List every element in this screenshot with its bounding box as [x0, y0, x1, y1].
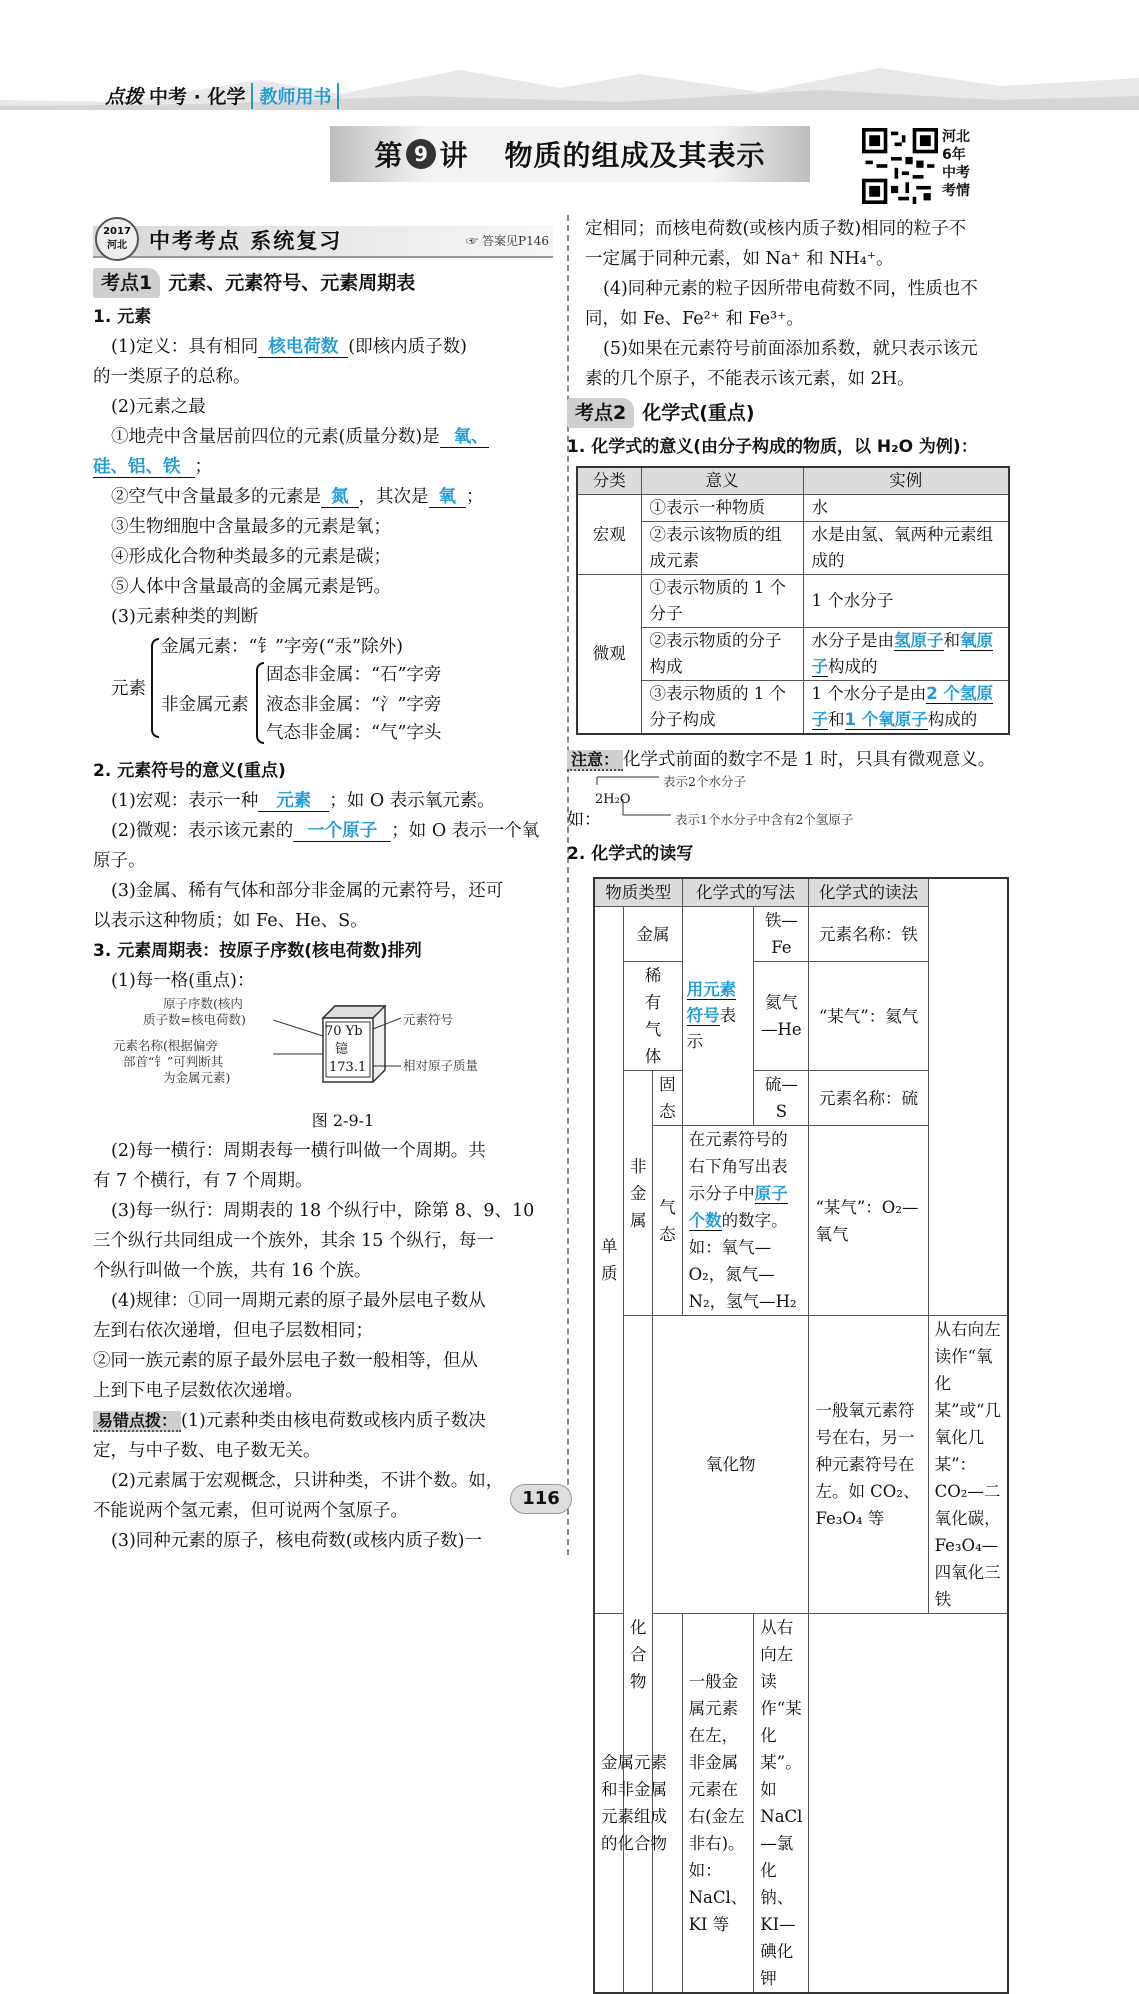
tree-solid: 固态非金属：“石”字旁	[266, 665, 442, 685]
answer-blank: 氢原子	[894, 631, 944, 650]
text: (2)微观：表示该元素的	[111, 821, 294, 841]
table-cell: 化合物	[624, 1316, 653, 1994]
error-tip-tag: 易错点拨：	[93, 1411, 181, 1432]
text: 化学式前面的数字不是 1 时，只具有微观意义。	[623, 750, 996, 770]
note-label: 表示2个水分子	[663, 774, 746, 789]
text: (1)元素种类由核电荷数或核内质子数决	[181, 1411, 486, 1431]
periodic-cell-figure	[113, 996, 553, 1106]
fig-label: 元素名称(根据偏旁	[113, 1038, 218, 1053]
table-row	[577, 628, 1009, 681]
chapter-number: 9	[406, 139, 436, 169]
text-line: (1)每一格(重点)：	[111, 971, 255, 991]
table-row	[594, 1316, 1008, 1614]
answer-blank: 氧	[429, 487, 467, 508]
fig-label: 相对原子质量	[403, 1058, 479, 1073]
text-line	[93, 482, 553, 512]
table-row	[594, 1126, 1008, 1316]
text-line: 不能说两个氢元素，但可说两个氢原子。	[93, 1501, 408, 1521]
text-line: ④形成化合物种类最多的元素是碳；	[111, 547, 391, 567]
table-cell: ①表示物质的 1 个分子	[641, 575, 803, 628]
text-line: 同，如 Fe、Fe²⁺ 和 Fe³⁺。	[585, 309, 804, 329]
text-line: 的一类原子的总称。	[93, 367, 251, 387]
text-line: 左到右依次递增，但电子层数相同；	[93, 1321, 373, 1341]
header-brand	[105, 82, 339, 109]
text-line: (2)元素属于宏观概念，只讲种类，不讲个数。如，	[111, 1471, 504, 1491]
note-arrows	[593, 775, 673, 835]
text: 表示	[686, 1006, 737, 1051]
answer-reference: ☞ 答案见P146	[466, 234, 549, 248]
answer-blank: 核电荷数	[258, 337, 348, 358]
text-line: 定相同；而核电荷数(或核内质子数)相同的粒子不	[585, 219, 967, 239]
chapter-title	[330, 126, 810, 182]
text-line: 素的几个原子，不能表示该元素，如 2H。	[585, 369, 915, 389]
answer-blank: 一个原子	[293, 821, 391, 842]
text: ①地壳中含量居前四位的元素(质量分数)是	[111, 427, 440, 447]
text-line: (3)金属、稀有气体和部分非金属的元素符号，还可	[111, 881, 504, 901]
fig-label: 元素符号	[403, 1012, 454, 1027]
table-cell: 从右向左读作“氧化某”或“几氧化几某”：CO₂—二氧化碳，Fe₃O₄—四氧化三铁	[928, 1316, 1008, 1614]
tree-nonmetal: 非金属元素	[161, 695, 249, 715]
text-line: ⑤人体中含量最高的金属元素是钙。	[111, 577, 391, 597]
table-cell: 硫—S	[754, 1071, 809, 1126]
table-cell	[803, 681, 1009, 735]
text-line: 有 7 个横行，有 7 个周期。	[93, 1171, 313, 1191]
text-line	[93, 422, 553, 452]
text-line: (3)同种元素的原子，核电荷数(或核内质子数)一	[111, 1531, 482, 1551]
qr-code-icon[interactable]	[862, 128, 938, 204]
table-cell: 微观	[577, 575, 641, 735]
fig-label: 部首“钅”可判断其	[123, 1054, 224, 1069]
figure-caption: 图 2-9-1	[311, 1111, 375, 1130]
subheading: 1. 元素	[93, 307, 152, 327]
title-post: 讲	[439, 139, 469, 172]
tree-liquid: 液态非金属：“氵”字旁	[266, 695, 442, 715]
text: ，其次是	[358, 487, 429, 507]
text-line: (3)每一纵行：周期表的 18 个纵行中，除第 8、9、10	[111, 1201, 535, 1221]
table-header: 化学式的写法	[682, 878, 809, 907]
section-header	[93, 226, 553, 258]
element-classification-tree	[111, 632, 553, 748]
text-line: 原子。	[93, 851, 146, 871]
text: 水分子是由	[811, 631, 894, 650]
table-cell: “某气”：氦气	[809, 962, 928, 1071]
text-line	[93, 452, 553, 482]
formula-meaning-table	[576, 466, 1010, 735]
table-cell: 一般氧元素符号在右，另一种元素符号在左。如 CO₂、Fe₃O₄ 等	[809, 1316, 928, 1614]
text-line: (5)如果在元素符号前面添加系数，就只表示该元	[603, 339, 978, 359]
text-line: 以表示这种物质；如 Fe、He、S。	[93, 911, 368, 931]
year-badge	[95, 217, 139, 261]
text-line: (4)同种元素的粒子因所带电荷数不同，性质也不	[603, 279, 978, 299]
answer-blank: 氮	[321, 487, 359, 508]
subheading: 2. 元素符号的意义(重点)	[93, 761, 286, 781]
fig-label: 质子数=核电荷数)	[143, 1012, 246, 1027]
answer-blank: 原子个数	[688, 1184, 788, 1230]
text: ②空气中含量最多的元素是	[111, 487, 321, 507]
text-line	[93, 816, 553, 846]
answer-blank: 硅、铝、铁	[93, 457, 195, 478]
note-example	[567, 775, 1053, 839]
table-header: 分类	[577, 467, 641, 495]
table-row	[577, 575, 1009, 628]
table-row	[577, 522, 1009, 575]
table-cell: 铁—Fe	[754, 907, 809, 962]
section-title: 中考考点 系统复习	[149, 229, 343, 253]
table-cell: 氦气—He	[754, 962, 809, 1071]
kaodian-title: 化学式(重点)	[642, 402, 755, 424]
table-cell: 气态	[653, 1126, 683, 1316]
table-row	[594, 907, 1008, 962]
table-header: 物质类型	[594, 878, 682, 907]
table-cell: 金属	[624, 907, 682, 962]
table-row	[594, 962, 1008, 1071]
table-cell: 元素名称：硫	[809, 1071, 928, 1126]
table-cell: 单质	[594, 907, 624, 1614]
answer-blank: 号	[703, 1006, 720, 1025]
text-line	[93, 786, 553, 816]
table-cell	[682, 907, 754, 1126]
tree-root: 元素	[111, 679, 146, 699]
table-cell: 金属元素和非金属元素组成的化合物	[594, 1614, 682, 1994]
text: 构成的	[828, 657, 878, 676]
tree-gas: 气态非金属：“气”字头	[266, 723, 442, 743]
text: (1)定义：具有相同	[111, 337, 259, 357]
text-line	[93, 1406, 553, 1436]
subheading: 2. 化学式的读写	[567, 844, 694, 864]
table-cell: 水	[803, 495, 1009, 522]
table-header-row	[594, 878, 1008, 907]
formula-read-write-table	[593, 877, 1009, 1994]
definition-line	[93, 332, 553, 362]
note-label: 表示1个水分子中含有2个氢原子	[675, 812, 854, 827]
text-line: 定，与中子数、电子数无关。	[93, 1441, 321, 1461]
table-cell: 固态	[653, 1071, 683, 1126]
kaodian-tag: 考点1	[93, 268, 160, 298]
text: 和	[828, 710, 845, 729]
brace	[151, 638, 159, 738]
kaodian-1-heading	[93, 268, 553, 298]
answer-blank: 氧原子	[811, 631, 993, 676]
table-cell	[682, 1126, 809, 1316]
subheading: 3. 元素周期表：按原子序数(核电荷数)排列	[93, 941, 422, 961]
cell-number-symbol: 70 Yb	[325, 1024, 363, 1039]
book-type-label: 教师用书	[251, 83, 339, 109]
table-cell: 稀有气体	[624, 962, 682, 1071]
table-row	[594, 1071, 1008, 1126]
kaodian-title: 元素、元素符号、元素周期表	[168, 272, 416, 294]
table-cell: 从右向左读作“某化某”。如 NaCl—氯化钠、KI—碘化钾	[754, 1614, 809, 1994]
cell-name: 镱	[335, 1042, 349, 1057]
left-column	[93, 226, 553, 1556]
answer-blank: 元素	[258, 791, 329, 812]
text-line: (3)元素种类的判断	[111, 607, 259, 627]
answer-blank: 用元素符	[686, 980, 737, 1025]
table-cell: 非金属	[624, 1071, 653, 1316]
text: (1)宏观：表示一种	[111, 791, 259, 811]
text: ；	[194, 457, 212, 477]
table-header: 实例	[803, 467, 1009, 495]
text-line: 个纵行叫做一个族，共有 16 个族。	[93, 1261, 372, 1281]
table-cell: 元素名称：铁	[809, 907, 928, 962]
table-cell: “某气”：O₂—氧气	[809, 1126, 928, 1316]
text-line: (2)元素之最	[111, 397, 206, 417]
badge-region: 河北	[107, 240, 127, 251]
table-cell: 1 个水分子	[803, 575, 1009, 628]
text-line: (4)规律：①同一周期元素的原子最外层电子数从	[111, 1291, 486, 1311]
table-cell: 一般金属元素在左，非金属元素在右(金左非右)。如：NaCl、KI 等	[682, 1614, 754, 1994]
kaodian-2-heading	[567, 398, 1053, 428]
table-cell: ②表示物质的分子构成	[641, 628, 803, 681]
text: ；如 O 表示一个氧	[391, 821, 540, 841]
badge-year: 2017	[103, 226, 131, 237]
text-line: ②同一族元素的原子最外层电子数一般相等，但从	[93, 1351, 478, 1371]
answer-blank: 1 个氧原子	[844, 710, 928, 729]
answer-blank: 2 个氢原子	[811, 684, 993, 729]
text: ；	[466, 487, 484, 507]
table-header-row	[577, 467, 1009, 495]
text: 构成的	[927, 710, 978, 729]
text: 1 个水分子是由	[811, 684, 927, 703]
table-cell: 水是由氢、氧两种元素组成的	[803, 522, 1009, 575]
text: 在元素符号的右下角写出表示分子中	[688, 1130, 788, 1203]
table-header: 化学式的读法	[809, 878, 928, 907]
note-line	[567, 745, 1053, 775]
brand-logo: 点拨	[105, 86, 144, 108]
text: 和	[943, 631, 960, 650]
table-cell	[803, 628, 1009, 681]
table-row	[577, 681, 1009, 735]
text-line: 一定属于同种元素，如 Na⁺ 和 NH₄⁺。	[585, 249, 894, 269]
note-ex-label: 如：	[567, 810, 601, 830]
answer-blank: 氧、	[440, 427, 489, 448]
table-row	[577, 495, 1009, 522]
text-line: 上到下电子层数依次递增。	[93, 1381, 303, 1401]
table-row	[594, 1614, 1008, 1994]
tree-metal: 金属元素：“钅”字旁(“汞”除外)	[161, 637, 403, 657]
table-cell: 氧化物	[653, 1316, 809, 1614]
text-line: ③生物细胞中含量最多的元素是氧；	[111, 517, 391, 537]
table-cell: ②表示该物质的组成元素	[641, 522, 803, 575]
text-line: 三个纵行共同组成一个族外，其余 15 个纵行，每一	[93, 1231, 494, 1251]
text: 的数字。如：氧气—O₂，氮气—N₂，氢气—H₂	[688, 1211, 797, 1311]
title-main: 物质的组成及其表示	[504, 139, 766, 172]
subheading: 1. 化学式的意义(由分子构成的物质，以 H₂O 为例)：	[567, 437, 978, 457]
text: ；如 O 表示氧元素。	[329, 791, 495, 811]
note-tag: 注意：	[567, 750, 623, 771]
title-pre: 第	[374, 139, 404, 172]
text: (即核内质子数)	[348, 337, 467, 357]
qr-caption: 河北6年中考考情	[942, 129, 970, 199]
table-cell: ①表示一种物质	[641, 495, 803, 522]
table-cell: 宏观	[577, 495, 641, 575]
page-number: 116	[510, 1484, 572, 1514]
table-cell: ③表示物质的 1 个分子构成	[641, 681, 803, 735]
text-line: (2)每一横行：周期表每一横行叫做一个周期。共	[111, 1141, 486, 1161]
kaodian-tag: 考点2	[567, 398, 634, 428]
fig-label: 为金属元素)	[163, 1070, 231, 1085]
right-column	[567, 214, 1053, 1994]
cell-mass: 173.1	[329, 1060, 367, 1075]
fig-label: 原子序数(核内	[163, 996, 243, 1011]
brace	[256, 662, 264, 744]
table-header: 意义	[641, 467, 803, 495]
note-formula: 2H₂O	[595, 792, 631, 807]
brand-subject: 中考 · 化学	[149, 86, 246, 108]
